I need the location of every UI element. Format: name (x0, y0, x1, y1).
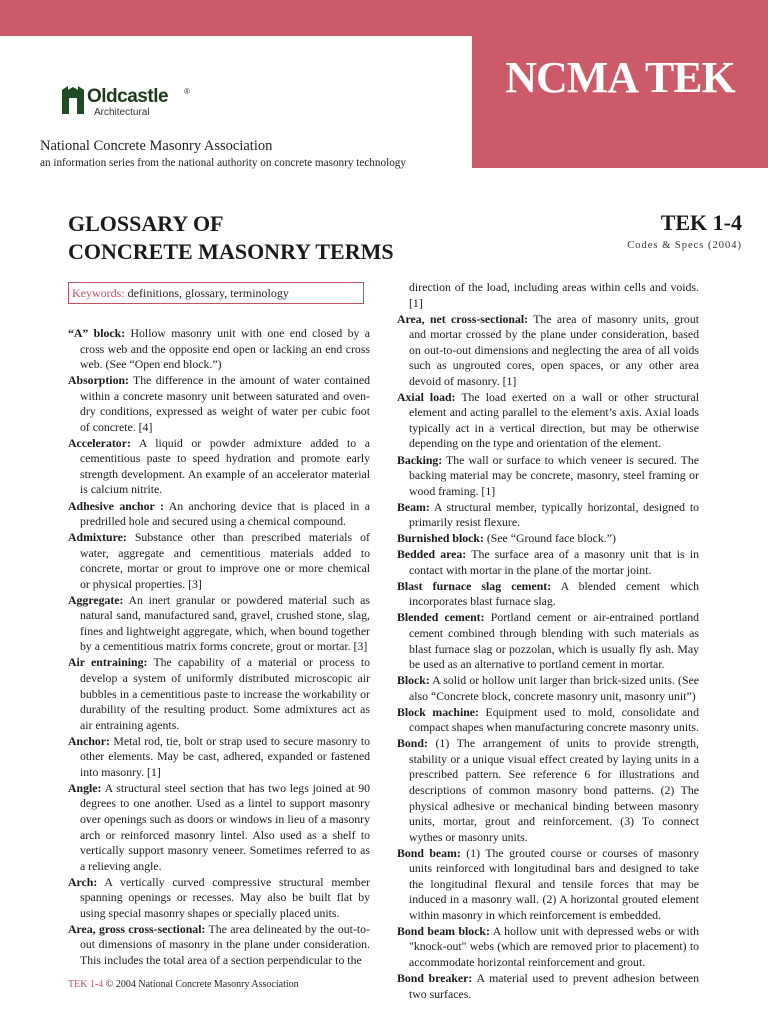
footer-copyright: © 2004 National Concrete Masonry Association (103, 979, 299, 990)
glossary-term: Bond: (397, 736, 428, 751)
glossary-entry (397, 453, 699, 500)
left-column (68, 326, 370, 969)
glossary-definition: The difference in the amount of water contained within a concrete masonry unit between saturated and oven-dry conditions, expressed as weight of water per cubic foot of concrete. [4] (80, 373, 370, 434)
glossary-definition: A solid or hollow unit larger than brick-sized units. (See also “Concrete block, concrete masonry unit, masonry unit”) (409, 673, 699, 703)
glossary-definition: The area of masonry units, grout and mortar crossed by the plane under consideration, based on out-to-out dimensions and neglecting the area of all voids such as ungrouted cores, open spaces, or any other area devoid of masonry. [1] (409, 311, 699, 388)
title-line-2: CONCRETE MASONRY TERMS (68, 239, 394, 264)
glossary-definition: A structural steel section that has two legs joined at 90 degrees to one another. Used as a lintel to support masonry over openings such as doors or windows in lieu of a masonry arch or reinforced masonry lintel. Also used as a shelf to vertically support masonry veneer. Sometimes referred to as a relieving angle. (80, 780, 370, 873)
document-number: TEK 1-4 (660, 210, 742, 235)
glossary-term: Anchor: (68, 733, 110, 748)
glossary-term: Aggregate: (68, 592, 124, 607)
glossary-entry (397, 705, 699, 736)
glossary-term: Beam: (397, 499, 430, 514)
glossary-entry (68, 781, 370, 874)
glossary-entry (68, 734, 370, 781)
footer-tek-number: TEK 1-4 (68, 979, 104, 990)
glossary-term: Absorption: (68, 373, 129, 388)
glossary-definition: (See “Ground face block.”) (483, 531, 616, 546)
glossary-entry (397, 390, 699, 452)
glossary-definition: (1) The grouted course or courses of masonry units reinforced with longitudinal bars and designed to take the longitudinal flexural and tensile forces that may be induced in a masonry wall. (2) A horizontal grouted element within masonry in which reinforcement is embedded. (409, 845, 699, 922)
keywords-text: definitions, glossary, terminology (124, 286, 289, 300)
glossary-term: Backing: (397, 452, 443, 467)
glossary-entry (397, 846, 699, 924)
keywords-box (68, 282, 364, 304)
glossary-definition: Equipment used to mold, consolidate and compact shapes when manufacturing concrete masonry units. (409, 704, 699, 735)
title-line-1: GLOSSARY OF (68, 211, 224, 236)
glossary-definition: Metal rod, tie, bolt or strap used to secure masonry to other elements. May be cast, adhered, expanded or fastened into masonry. [1] (80, 733, 370, 779)
glossary-term: Adhesive anchor : (68, 498, 164, 513)
glossary-term: Block machine: (397, 704, 479, 719)
glossary-entry (397, 500, 699, 531)
glossary-entry (397, 736, 699, 845)
glossary-term: Bond beam block: (397, 923, 490, 938)
glossary-term: Blast furnace slag cement: (397, 578, 552, 593)
glossary-term: Blended cement: (397, 610, 485, 625)
glossary-definition: The load exerted on a wall or other structural element and acting parallel to the element’s axis. Axial loads typically act in a vertical direction, but may be otherwise depending on the type and orientation of the element. (409, 389, 699, 451)
glossary-term: Admixture: (68, 530, 127, 545)
glossary-entry (68, 326, 370, 373)
association-tagline: an information series from the national authority on concrete masonry technology (40, 157, 406, 169)
right-column-entries (397, 312, 699, 1003)
glossary-definition: The wall or surface to which veneer is secured. The backing material may be concrete, masonry, steel framing or wood framing. [1] (409, 452, 699, 498)
glossary-entry (397, 610, 699, 672)
glossary-definition: A material used to prevent adhesion between two surfaces. (409, 971, 699, 1001)
glossary-term: Bond beam: (397, 845, 461, 860)
glossary-entry (68, 593, 370, 655)
glossary-entry (397, 579, 699, 610)
glossary-definition: An anchoring device that is placed in a predrilled hole and secured using a chemical compound. (80, 498, 370, 529)
glossary-definition: A vertically curved compressive structural member spanning openings or recesses. May also be built flat by using special masonry shapes or specially placed units. (80, 874, 370, 920)
glossary-term: Bond breaker: (397, 971, 473, 986)
glossary-definition: A structural member, typically horizontal, designed to primarily resist flexure. (409, 499, 699, 530)
glossary-term: Bedded area: (397, 547, 467, 562)
glossary-definition: An inert granular or powdered material such as natural sand, manufactured sand, gravel, crushed stone, slag, fines and lightweight aggregate, which, when bound together by a cementitious matrix forms concrete, grout or mortar. [3] (80, 592, 370, 654)
glossary-definition: The surface area of a masonry unit that is in contact with mortar in the plane of the mortar joint. (409, 547, 699, 577)
glossary-term: Burnished block: (397, 531, 484, 546)
glossary-term: Axial load: (397, 389, 456, 404)
glossary-term: Area, gross cross-sectional: (68, 921, 206, 936)
glossary-definition: A hollow unit with depressed webs or with "knock-out" webs (which are removed prior to placement) to accommodate horizontal reinforcement and grout. (409, 923, 699, 970)
glossary-entry (68, 875, 370, 922)
glossary-definition: Portland cement or air-entrained portland cement combined through blending with such materials as blast furnace slag or pozzolan, which is usually fly ash. May be used as an alternative to portland cement in mortar. (409, 610, 699, 672)
association-name: National Concrete Masonry Association (40, 138, 273, 154)
glossary-definition: The capability of a material or process to develop a system of uniformly distributed microscopic air bubbles in a cementitious paste to increase the workability or durability of the resulting product. Some admixtures act as air entraining agents. (80, 655, 370, 732)
keywords-label: Keywords: (72, 286, 125, 300)
logo-subtitle: Architectural (94, 107, 150, 118)
oldcastle-logo-icon (60, 84, 86, 116)
glossary-term: Angle: (68, 780, 102, 795)
glossary-definition: A blended cement which incorporates blast furnace slag. (409, 578, 700, 609)
page-footer (68, 979, 299, 990)
logo-registered: ® (184, 87, 190, 96)
glossary-entry (397, 924, 699, 971)
glossary-term: Arch: (68, 874, 98, 889)
glossary-term: Area, net cross-sectional: (397, 311, 529, 326)
glossary-definition: Substance other than prescribed materials of water, aggregate and cementitious materials added to concrete, mortar or grout to improve one or more chemical or physical properties. [3] (80, 530, 370, 591)
glossary-term: Air entraining: (68, 655, 148, 670)
glossary-entry (397, 673, 699, 704)
glossary-entry (68, 499, 370, 530)
glossary-entry (397, 312, 699, 390)
oldcastle-logo (60, 84, 200, 124)
glossary-term: Accelerator: (68, 435, 131, 450)
glossary-definition: A liquid or powder admixture added to a cementitious paste to speed hydration and promote early strength development. An example of an accelerator material is calcium nitrite. (80, 435, 370, 497)
glossary-entry (68, 655, 370, 733)
logo-brand: Oldcastle (87, 86, 169, 107)
glossary-entry (68, 373, 370, 435)
series-title: NCMA TEK (505, 53, 735, 102)
glossary-term: “A” block: (68, 326, 126, 340)
document-title (68, 210, 394, 266)
glossary-entry (397, 531, 699, 547)
glossary-definition: The area delineated by the out-to-out dimensions of masonry in the plane under consideration. This includes the total area of a section perpendicular to the (80, 921, 370, 967)
continued-entry: direction of the load, including areas within cells and voids. [1] (409, 280, 699, 310)
glossary-definition: (1) The arrangement of units to provide strength, stability or a unique visual effect created by laying units in a prescribed pattern. See reference 6 for illustrations and descriptions of common masonry bond patterns. (2) The physical adhesive or mechanical binding between masonry units, mortar, grout and reinforcement. (3) To connect wythes or masonry units. (409, 736, 699, 844)
glossary-entry (397, 971, 699, 1002)
glossary-entry (68, 436, 370, 498)
glossary-term: Block: (397, 673, 430, 688)
glossary-definition: Hollow masonry unit with one end closed by a cross web and the opposite end open or lacking an end cross web. (See “Open end block.”) (80, 326, 371, 372)
glossary-entry (68, 922, 370, 969)
glossary-entry (68, 530, 370, 592)
glossary-entry (397, 547, 699, 578)
document-subtitle: Codes & Specs (2004) (627, 240, 742, 251)
right-column (397, 280, 699, 1003)
